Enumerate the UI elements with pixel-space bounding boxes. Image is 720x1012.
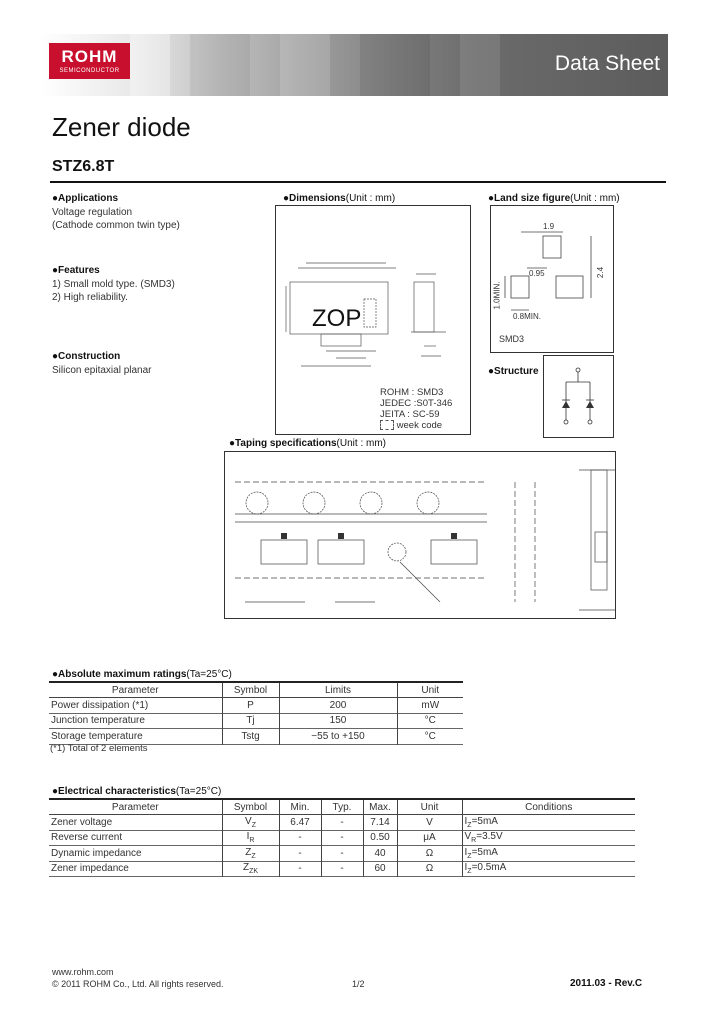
col-unit: Unit: [397, 682, 463, 698]
symbol-main: V: [245, 815, 252, 827]
cell-param: Dynamic impedance: [51, 847, 142, 859]
table-row: [49, 729, 463, 745]
table-row: [49, 846, 635, 862]
symbol-main: Z: [242, 862, 250, 874]
cell-max: 60: [363, 861, 397, 877]
cell-limits: 150: [279, 713, 397, 729]
col-typ: Typ.: [321, 799, 363, 815]
cell-typ: -: [321, 861, 363, 877]
cell-symbol: P: [222, 698, 279, 714]
cell-param: Zener voltage: [51, 816, 113, 828]
cond-value: =3.5V: [476, 831, 503, 843]
dimensions-unit: (Unit : mm): [345, 193, 396, 204]
land-dim-08min: 0.8MIN.: [513, 312, 542, 321]
symbol-sub: R: [249, 837, 255, 845]
col-unit: Unit: [397, 799, 462, 815]
cell-symbol: Tstg: [222, 729, 279, 745]
cond-symbol: I: [464, 815, 468, 827]
land-dim-19: 1.9: [543, 222, 555, 231]
col-limits: Limits: [279, 682, 397, 698]
construction-line-1: Silicon epitaxial planar: [52, 365, 152, 376]
applications-heading: Applications: [58, 193, 119, 204]
land-dim-095: 0.95: [529, 269, 545, 278]
cond-sub: Z: [467, 821, 472, 829]
land-size-figure: [490, 205, 614, 353]
cell-conditions: [462, 830, 635, 846]
abs-max-heading: Absolute maximum ratings: [58, 669, 187, 680]
bullet-icon: ●: [488, 366, 495, 377]
part-number: STZ6.8T: [52, 158, 115, 175]
cell-limits: −55 to +150: [279, 729, 397, 745]
cell-max: 7.14: [363, 815, 397, 831]
cell-min: -: [279, 846, 321, 862]
cell-param: Zener impedance: [51, 863, 129, 875]
cell-param: Reverse current: [51, 832, 123, 844]
cell-max: 0.50: [363, 830, 397, 846]
applications-section: [52, 193, 180, 231]
footer-copyright: © 2011 ROHM Co., Ltd. All rights reserved.: [52, 979, 224, 989]
abs-max-cond: (Ta=25°C): [186, 669, 232, 680]
cell-symbol: [222, 830, 279, 846]
table-row: [49, 698, 463, 714]
elec-heading: Electrical characteristics: [58, 786, 176, 797]
elec-heading-row: [52, 786, 221, 797]
tape-drawing: [225, 452, 615, 618]
land-pad-right: [556, 276, 583, 298]
dimensions-figure: [275, 205, 471, 435]
table-row: [49, 815, 635, 831]
symbol-sub: Z: [251, 852, 256, 860]
cell-param: Junction temperature: [51, 715, 145, 727]
land-pad-left: [511, 276, 529, 298]
logo-subtext: SEMICONDUCTOR: [59, 68, 120, 74]
applications-line-2: (Cathode common twin type): [52, 220, 180, 231]
cell-symbol: [222, 815, 279, 831]
cell-symbol: [222, 846, 279, 862]
cond-value: =5mA: [471, 815, 498, 827]
col-max: Max.: [363, 799, 397, 815]
logo-text: ROHM: [61, 47, 118, 66]
week-code-label: week code: [396, 420, 443, 431]
construction-heading: Construction: [58, 351, 121, 362]
cell-limits: 200: [279, 698, 397, 714]
symbol-main: I: [246, 831, 250, 843]
cell-symbol: [222, 861, 279, 877]
cond-value: =5mA: [471, 846, 498, 858]
week-code-box: [380, 420, 394, 430]
taping-unit: (Unit : mm): [336, 438, 386, 449]
land-dim-10min: 1.0MIN.: [492, 281, 502, 310]
symbol-sub: ZK: [249, 868, 259, 876]
table-row: [49, 861, 635, 877]
cell-unit: V: [397, 815, 462, 831]
cell-unit: Ω: [397, 861, 462, 877]
cond-symbol: V: [464, 831, 472, 843]
elec-table: [49, 798, 635, 877]
pkg-jeita: JEITA : SC-59: [380, 409, 440, 420]
doc-type-label: Data Sheet: [554, 52, 660, 75]
cell-conditions: [462, 861, 635, 877]
marking-text: ZOP: [312, 305, 362, 332]
cell-max: 40: [363, 846, 397, 862]
features-section: [52, 265, 175, 303]
structure-heading: Structure: [494, 366, 539, 377]
cell-min: 6.47: [279, 815, 321, 831]
cell-min: -: [279, 830, 321, 846]
bullet-icon: ●: [283, 193, 290, 204]
symbol-sub: Z: [251, 821, 256, 829]
page-number: 1/2: [352, 979, 365, 989]
cond-sub: Z: [467, 868, 472, 876]
cell-conditions: [462, 815, 635, 831]
abs-max-heading-row: [52, 669, 232, 680]
table-row: [49, 830, 635, 846]
week-code-row: [380, 420, 452, 431]
diode-schematic-icon: [544, 356, 613, 437]
cond-value: =0.5mA: [471, 862, 507, 874]
bullet-icon: ●: [229, 438, 236, 449]
cell-unit: °C: [397, 713, 463, 729]
cell-conditions: [462, 846, 635, 862]
col-parameter: Parameter: [111, 684, 159, 696]
cell-unit: Ω: [397, 846, 462, 862]
page-title: Zener diode: [52, 112, 191, 142]
land-pkg-label: SMD3: [499, 334, 525, 344]
features-heading: Features: [58, 265, 100, 276]
package-codes: [380, 387, 452, 431]
cell-typ: -: [321, 846, 363, 862]
abs-max-note: (*1) Total of 2 elements: [50, 743, 148, 754]
col-symbol: Symbol: [222, 799, 279, 815]
construction-section: [52, 351, 152, 376]
cond-sub: R: [471, 837, 477, 845]
col-conditions: Conditions: [462, 799, 635, 815]
taping-heading: Taping specifications: [235, 438, 337, 449]
bullet-icon: ●: [52, 669, 59, 680]
cell-param: Power dissipation (*1): [51, 699, 149, 711]
structure-figure: [543, 355, 614, 438]
bullet-icon: ●: [52, 351, 59, 362]
bullet-icon: ●: [52, 193, 59, 204]
cell-unit: °C: [397, 729, 463, 745]
bullet-icon: ●: [52, 265, 59, 276]
footer-url[interactable]: www.rohm.com: [52, 967, 114, 977]
bullet-icon: ●: [52, 786, 59, 797]
table-row: [49, 713, 463, 729]
land-heading-row: [488, 193, 620, 204]
land-pad-top: [543, 236, 561, 258]
table-header-row: [49, 682, 463, 698]
revision-label: 2011.03 - Rev.C: [570, 978, 643, 989]
cell-unit: μA: [397, 830, 462, 846]
pkg-rohm: ROHM : SMD3: [380, 387, 444, 398]
col-parameter: Parameter: [111, 801, 159, 813]
elec-cond: (Ta=25°C): [175, 786, 222, 797]
features-line-2: 2) High reliability.: [52, 292, 128, 303]
abs-max-table: [49, 681, 463, 745]
title-divider: [50, 181, 666, 183]
dimensions-heading: Dimensions: [289, 193, 346, 204]
cell-param: Storage temperature: [51, 730, 143, 742]
applications-line-1: Voltage regulation: [52, 207, 133, 218]
cond-symbol: I: [464, 862, 468, 874]
col-symbol: Symbol: [222, 682, 279, 698]
cell-typ: -: [321, 830, 363, 846]
structure-heading-row: [488, 366, 539, 377]
taping-heading-row: [229, 438, 386, 449]
cell-unit: mW: [397, 698, 463, 714]
col-min: Min.: [279, 799, 321, 815]
land-unit: (Unit : mm): [570, 193, 620, 204]
cell-typ: -: [321, 815, 363, 831]
bullet-icon: ●: [488, 193, 495, 204]
pkg-jedec: JEDEC :S0T-346: [380, 398, 453, 409]
table-header-row: [49, 799, 635, 815]
taping-figure: [224, 451, 616, 619]
land-heading: Land size figure: [494, 193, 571, 204]
cond-symbol: I: [464, 846, 468, 858]
cell-min: -: [279, 861, 321, 877]
cell-symbol: Tj: [222, 713, 279, 729]
rohm-logo: [49, 43, 130, 79]
land-dim-24: 2.4: [596, 266, 606, 279]
dimensions-heading-row: [283, 193, 395, 204]
symbol-main: Z: [245, 846, 252, 858]
cond-sub: Z: [467, 852, 472, 860]
features-line-1: 1) Small mold type. (SMD3): [52, 279, 175, 290]
